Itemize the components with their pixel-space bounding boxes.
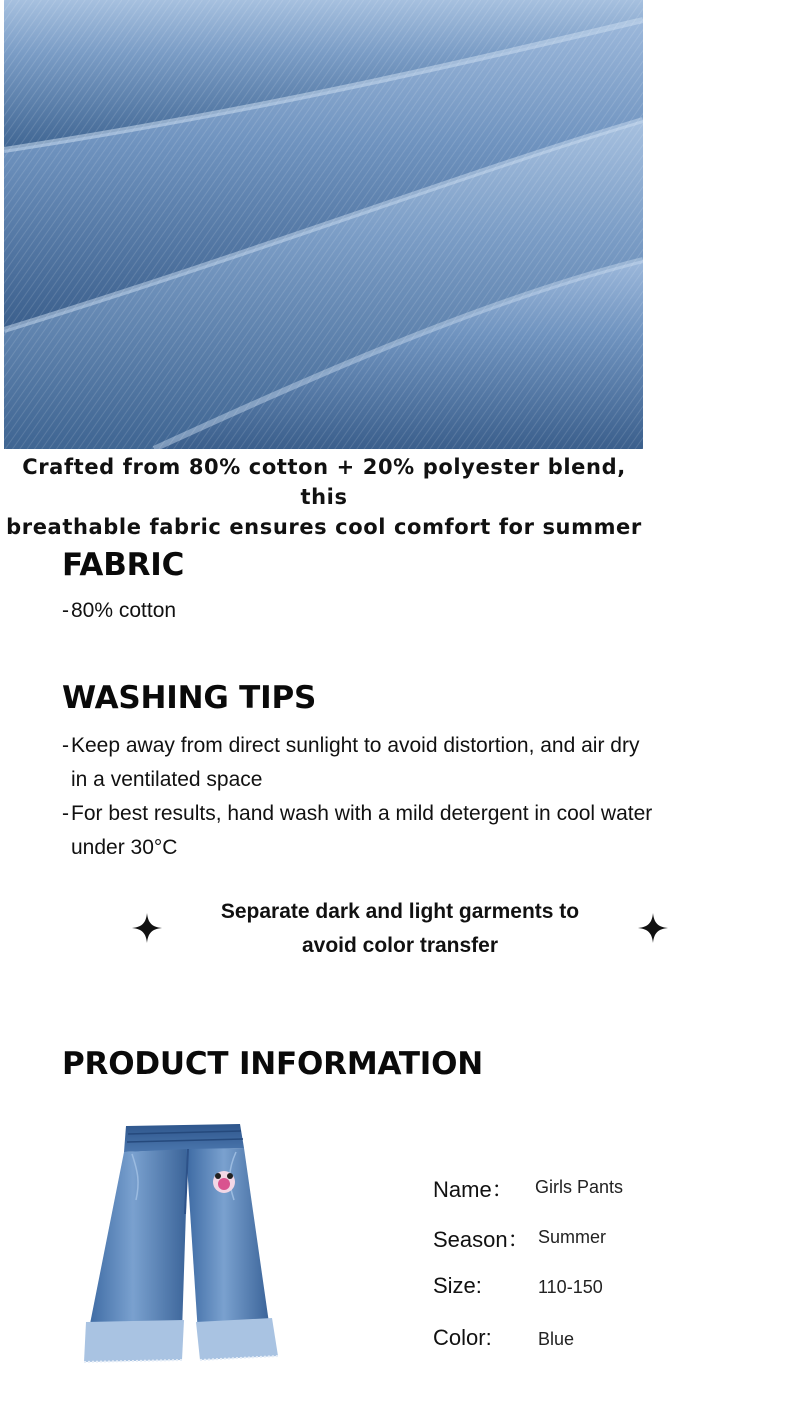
fabric-caption <box>0 452 648 542</box>
jeans-product-image <box>78 1122 288 1378</box>
info-value: Girls Pants <box>535 1177 624 1197</box>
info-value: Blue <box>538 1329 575 1349</box>
washing-tip-item <box>62 729 722 797</box>
caption-line-2: breathable fabric ensures cool comfort for summer <box>6 515 642 539</box>
info-label: Size: <box>433 1273 482 1298</box>
product-info-title: PRODUCT INFORMATION <box>62 1046 484 1082</box>
info-value: Summer <box>538 1227 607 1247</box>
washing-tip-line-2: under 30°C <box>71 836 178 859</box>
note-line-1: Separate dark and light garments to <box>220 900 580 923</box>
info-value: 110-150 <box>538 1277 603 1297</box>
info-label: Color: <box>433 1325 492 1350</box>
denim-fabric-illustration <box>4 0 643 449</box>
note-line-2: avoid color transfer <box>301 934 499 957</box>
fabric-section-title: FABRIC <box>62 547 185 583</box>
washing-tips-title: WASHING TIPS <box>62 680 317 716</box>
washing-tip-line-2: in a ventilated space <box>71 768 263 791</box>
four-point-star-icon <box>132 913 162 943</box>
four-point-star-icon <box>638 913 668 943</box>
fabric-item-text: 80% cotton <box>71 599 177 622</box>
fabric-closeup-image <box>4 0 643 449</box>
washing-tip-line-1: Keep away from direct sunlight to avoid distortion, and air dry <box>71 734 640 757</box>
washing-tip-item <box>62 797 722 865</box>
bullet-dash: - <box>62 599 69 622</box>
caption-line-1: Crafted from 80% cotton + 20% polyester blend, this <box>22 455 626 509</box>
info-label: Name： <box>433 1177 514 1202</box>
washing-tip-line-1: For best results, hand wash with a mild detergent in cool water <box>71 802 653 825</box>
bullet-dash: - <box>62 802 69 825</box>
color-transfer-note <box>170 895 630 963</box>
fabric-item <box>62 594 722 628</box>
info-label: Season： <box>433 1227 530 1252</box>
bullet-dash: - <box>62 734 69 757</box>
